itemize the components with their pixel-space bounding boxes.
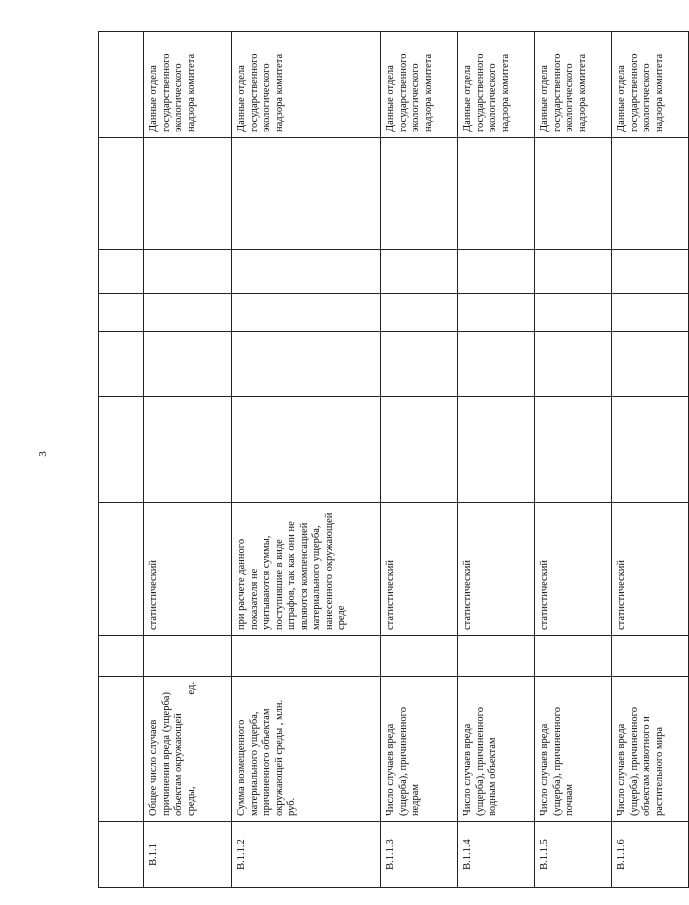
table-cell [99, 138, 144, 250]
table-row [144, 32, 232, 888]
indicator-name: Число случаев вреда (ущерба), причиненного водным объектам [458, 677, 535, 822]
table-cell [99, 822, 144, 888]
indicator-code: В.1.1.3 [381, 822, 458, 888]
table-cell [535, 294, 612, 332]
indicator-table [98, 31, 689, 888]
table-cell [99, 677, 144, 822]
data-source: Данные отдела государственного экологического надзора комитета [232, 32, 381, 138]
table-cell [535, 332, 612, 397]
indicator-code: В.1.1.2 [232, 822, 381, 888]
table-cell [232, 397, 381, 503]
table-cell [612, 397, 689, 503]
table-cell [381, 294, 458, 332]
page-number: 3 [36, 451, 49, 457]
table-cell [458, 294, 535, 332]
table-row [535, 32, 612, 888]
table-cell [99, 294, 144, 332]
table-cell [99, 32, 144, 138]
table-cell [458, 250, 535, 294]
table-cell [612, 636, 689, 677]
table-cell [535, 636, 612, 677]
table-cell [99, 636, 144, 677]
table-cell [612, 332, 689, 397]
indicator-name: Сумма возмещенного материального ущерба, причиненного объектам окружающей среды , млн. руб. [232, 677, 381, 822]
data-source: Данные отдела государственного экологического надзора комитета [612, 32, 689, 138]
table-cell [381, 138, 458, 250]
data-source: Данные отдела государственного экологического надзора комитета [458, 32, 535, 138]
indicator-code: В.1.1.4 [458, 822, 535, 888]
table-row [458, 32, 535, 888]
table-cell [612, 294, 689, 332]
indicator-name [144, 677, 232, 822]
table-cell [144, 636, 232, 677]
table-cell [535, 250, 612, 294]
table-cell [144, 397, 232, 503]
table-cell [458, 636, 535, 677]
table-cell [99, 332, 144, 397]
table-cell [144, 138, 232, 250]
indicator-code: В.1.1 [144, 822, 232, 888]
table-cell [144, 250, 232, 294]
table-cell [99, 503, 144, 636]
indicator-code: В.1.1.5 [535, 822, 612, 888]
indicator-unit: ед. [185, 682, 197, 695]
table-cell [232, 636, 381, 677]
table-row [232, 32, 381, 888]
table-cell [99, 397, 144, 503]
table-cell [232, 250, 381, 294]
table-cell [232, 332, 381, 397]
table-cell [458, 138, 535, 250]
table-cell [535, 397, 612, 503]
data-source: Данные отдела государственного экологического надзора комитета [535, 32, 612, 138]
table-row [612, 32, 689, 888]
table-cell [232, 138, 381, 250]
table-cell [612, 250, 689, 294]
table-row [381, 32, 458, 888]
indicator-code: В.1.1.6 [612, 822, 689, 888]
calculation-method: статистический [535, 503, 612, 636]
table-cell [381, 332, 458, 397]
indicator-name-text: Общее число случаев причинения вреда (ущерба) объектам окружающей среды, [148, 692, 197, 816]
table-cell [144, 294, 232, 332]
table-cell [458, 332, 535, 397]
table-cell [381, 250, 458, 294]
indicator-name: Число случаев вреда (ущерба), причиненного недрам [381, 677, 458, 822]
calculation-method: статистический [458, 503, 535, 636]
indicator-name: Число случаев вреда (ущерба), причиненного объектам животного и растительного мира [612, 677, 689, 822]
table-cell [535, 138, 612, 250]
calculation-note: при расчете данного показателя не учитываются суммы, поступившие в виде штрафов, так как они не являются компенсацией материального ущерба, нанесенного окружающей среде [232, 503, 381, 636]
table-cell [99, 250, 144, 294]
table-cell [381, 636, 458, 677]
rotated-table-wrapper [98, 32, 665, 888]
data-source: Данные отдела государственного экологического надзора комитета [144, 32, 232, 138]
data-source: Данные отдела государственного экологического надзора комитета [381, 32, 458, 138]
table-cell [612, 138, 689, 250]
indicator-name: Число случаев вреда (ущерба), причиненного почвам [535, 677, 612, 822]
calculation-method: статистический [144, 503, 232, 636]
table-cell [232, 294, 381, 332]
calculation-method: статистический [612, 503, 689, 636]
table-top-edge-row [99, 32, 144, 888]
table-cell [381, 397, 458, 503]
table-cell [458, 397, 535, 503]
table-cell [144, 332, 232, 397]
calculation-method: статистический [381, 503, 458, 636]
